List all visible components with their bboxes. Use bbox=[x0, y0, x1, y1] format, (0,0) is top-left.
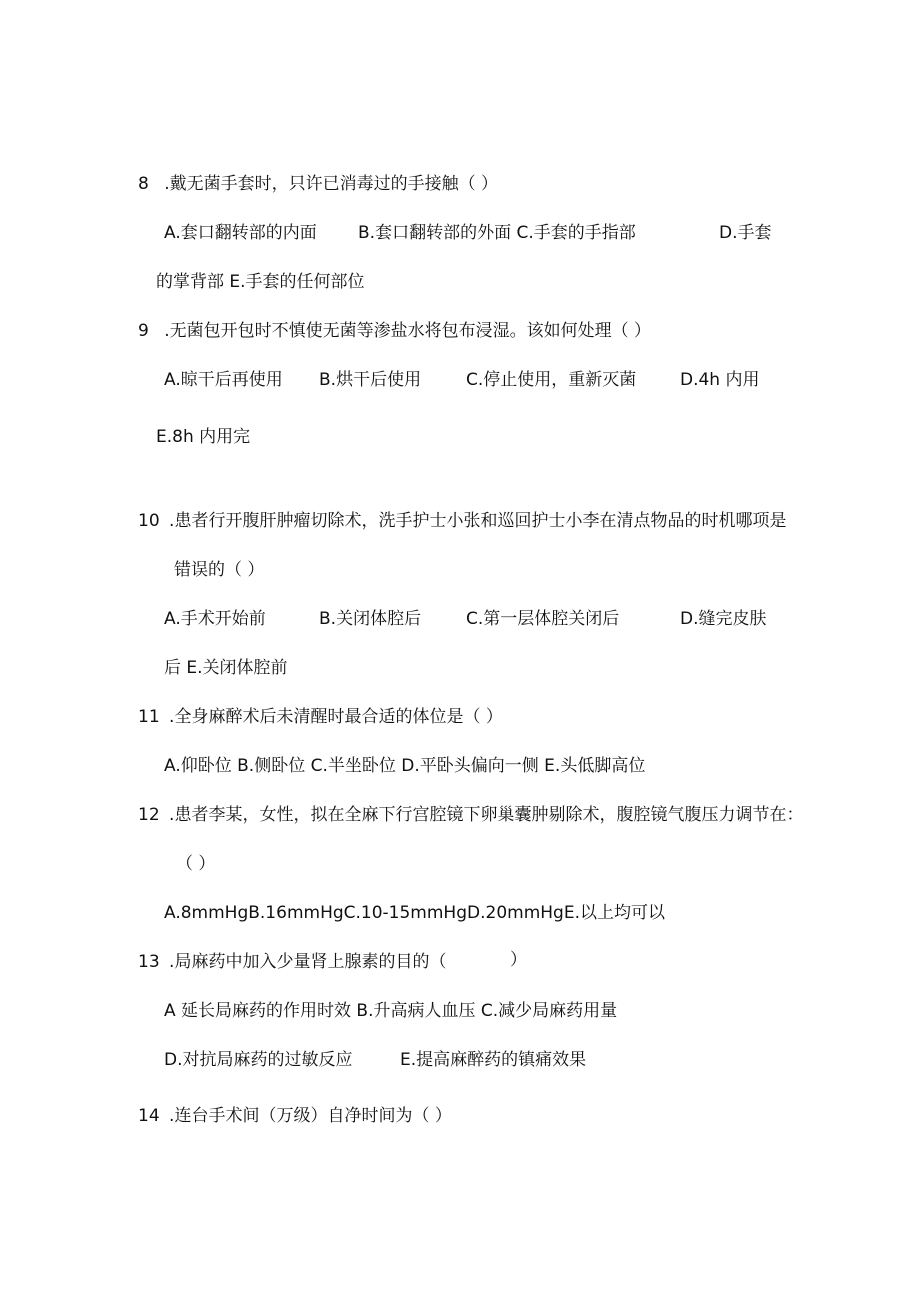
question-8-stem bbox=[138, 172, 498, 196]
question-number: 8 bbox=[138, 174, 149, 194]
options: A 延长局麻药的作用时效 B.升高病人血压 C.减少局麻药用量 bbox=[164, 1001, 618, 1021]
option-d: D.手套 bbox=[719, 223, 772, 243]
question-text: .患者李某，女性，拟在全麻下行宫腔镜下卵巢囊肿剔除术，腹腔镜气腹压力调节在： bbox=[169, 805, 804, 825]
question-text: .全身麻醉术后未清醒时最合适的体位是（ ） bbox=[169, 707, 503, 727]
option-b: B.关闭体腔后 bbox=[319, 609, 422, 629]
question-10-stem bbox=[138, 509, 786, 533]
question-text-continued: （ ） bbox=[176, 854, 216, 874]
question-text-continued: 错误的（ ） bbox=[174, 560, 265, 580]
question-text: .戴无菌手套时，只许已消毒过的手接触（ ） bbox=[164, 174, 499, 194]
option-b: B.烘干后使用 bbox=[319, 370, 422, 390]
option-d: D.4h 内用 bbox=[680, 370, 760, 390]
question-number: 9 bbox=[138, 321, 149, 341]
question-text: .无菌包开包时不慎使无菌等渗盐水将包布浸湿。该如何处理（ ） bbox=[164, 321, 652, 341]
question-number: 12 bbox=[138, 805, 160, 825]
options-continued: 的掌背部 E.手套的任何部位 bbox=[156, 272, 365, 292]
option-c: C.第一层体腔关闭后 bbox=[466, 609, 620, 629]
question-11-stem bbox=[138, 705, 503, 729]
question-12-stem bbox=[138, 803, 803, 827]
option-a: A.手术开始前 bbox=[164, 609, 266, 629]
question-number: 11 bbox=[138, 707, 160, 727]
question-number: 10 bbox=[138, 511, 160, 531]
option-e: E.提高麻醉药的镇痛效果 bbox=[400, 1050, 587, 1070]
question-text: .局麻药中加入少量肾上腺素的目的（ bbox=[169, 952, 447, 972]
question-9-stem bbox=[138, 319, 651, 343]
option-c: C.停止使用，重新灭菌 bbox=[466, 370, 637, 390]
option-a: A.套口翻转部的内面 bbox=[164, 223, 317, 243]
option-a: A.晾干后再使用 bbox=[164, 370, 283, 390]
question-13-stem bbox=[138, 950, 446, 974]
options-continued: 后 E.关闭体腔前 bbox=[164, 658, 288, 678]
closing-paren: ） bbox=[510, 950, 527, 970]
question-text: .连台手术间（万级）自净时间为（ ） bbox=[169, 1106, 452, 1126]
question-14-stem bbox=[138, 1104, 452, 1128]
option-d: D.缝完皮肤 bbox=[680, 609, 767, 629]
options: A.8mmHgB.16mmHgC.10-15mmHgD.20mmHgE.以上均可以 bbox=[164, 903, 665, 923]
option-d: D.对抗局麻药的过敏反应 bbox=[164, 1050, 353, 1070]
question-number: 13 bbox=[138, 952, 160, 972]
options: A.仰卧位 B.侧卧位 C.半坐卧位 D.平卧头偏向一侧 E.头低脚高位 bbox=[164, 756, 646, 776]
question-number: 14 bbox=[138, 1106, 160, 1126]
option-e: E.8h 内用完 bbox=[156, 427, 251, 447]
option-b-c: B.套口翻转部的外面 C.手套的手指部 bbox=[358, 223, 636, 243]
question-text: .患者行开腹肝肿瘤切除术，洗手护士小张和巡回护士小李在清点物品的时机哪项是 bbox=[169, 511, 787, 531]
